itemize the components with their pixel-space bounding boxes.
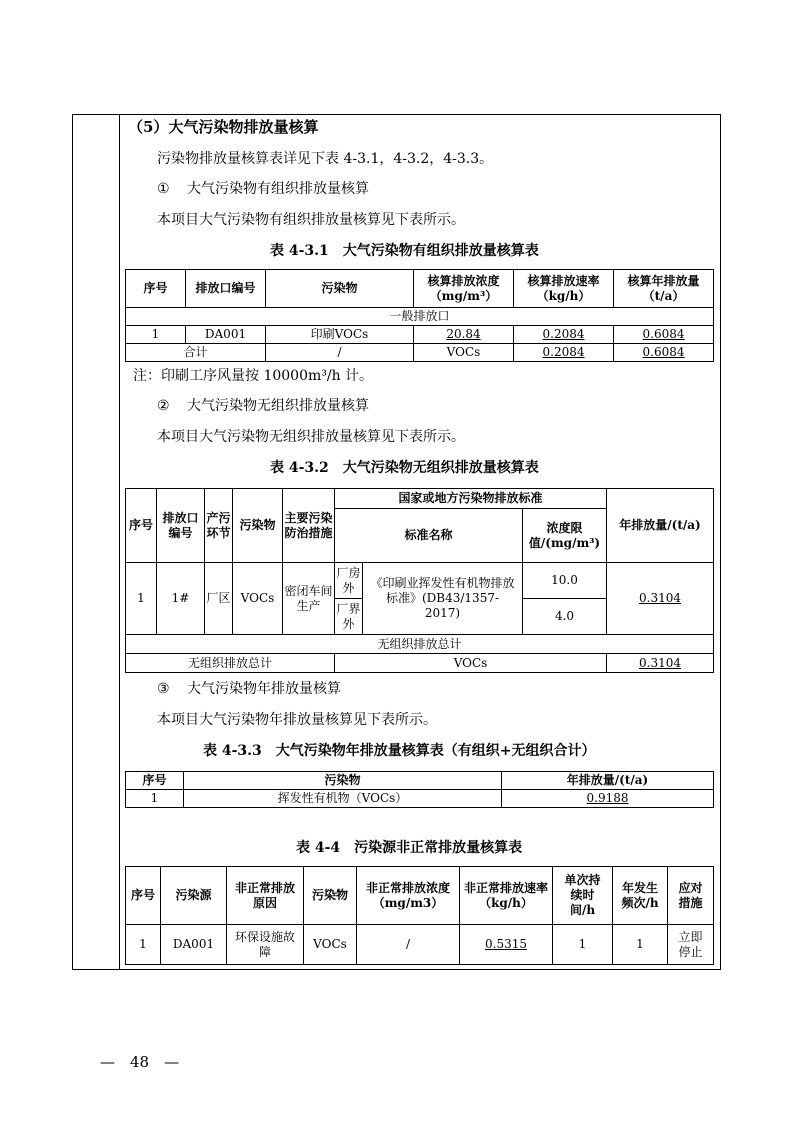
table4-cell-source: DA001 [161,925,227,965]
table1-total-slash: / [266,344,414,362]
table2-cell-seq: 1 [126,563,157,635]
table2-cell-location-1: 厂房外 [335,563,363,599]
table2-cell-stage: 厂区 [205,563,233,635]
table2-header-stage: 产污环节 [205,489,233,563]
table2-total-annual: 0.3104 [607,654,714,673]
table2-header-annual: 年排放量/(t/a) [607,489,714,563]
table4-header-rate: 非正常排放速率（kg/h） [460,867,553,925]
table4-header-duration: 单次持续时间/h [553,867,613,925]
subsection-1-text: 本项目大气污染物有组织排放量核算见下表所示。 [157,212,465,228]
subsection-1-number: ① [157,181,170,197]
table2-total-row [126,654,714,673]
table4-header-measures: 应对措施 [668,867,714,925]
table2-header-standard-name: 标准名称 [335,509,523,563]
table1-cell-pollutant: 印刷VOCs [266,326,414,344]
table2-header-pollutant: 污染物 [233,489,283,563]
section-heading: （5）大气污染物排放量核算 [128,118,319,136]
table2-total-pollutant: VOCs [335,654,607,673]
table4-cell-pollutant: VOCs [304,925,357,965]
table1-note: 注：印刷工序风量按 10000m³/h 计。 [133,368,374,384]
table4-header-concentration: 非正常排放浓度（mg/m3） [357,867,460,925]
table4 [125,866,714,965]
table2 [125,488,714,673]
table1-header-outlet: 排放口编号 [186,270,266,308]
table1-total-label: 合计 [126,344,266,362]
table4-header-source: 污染源 [161,867,227,925]
table3-header-pollutant: 污染物 [184,772,502,790]
subsection-2-number: ② [157,398,170,414]
table4-cell-seq: 1 [126,925,161,965]
page-number: — 48 — [100,1053,180,1071]
table4-header-seq: 序号 [126,867,161,925]
table2-cell-limit-1: 10.0 [523,563,607,599]
table1-header-rate: 核算排放速率 （kg/h） [514,270,614,308]
table2-cell-limit-2: 4.0 [523,599,607,635]
table2-header-outlet: 排放口编号 [157,489,205,563]
table1-header-seq: 序号 [126,270,186,308]
table4-cell-frequency: 1 [613,925,668,965]
table2-summary-label: 无组织排放总计 [126,635,714,654]
table4-cell-measures: 立即停止 [668,925,714,965]
subsection-3-title: 大气污染物年排放量核算 [187,681,341,697]
subsection-3-text: 本项目大气污染物年排放量核算见下表所示。 [157,712,437,728]
table4-header-frequency: 年发生频次/h [613,867,668,925]
subsection-2-title: 大气污染物无组织排放量核算 [187,398,369,414]
table3-header-seq: 序号 [126,772,184,790]
table1-cell-seq: 1 [126,326,186,344]
table-row [126,326,714,344]
table2-cell-measure: 密闭车间生产 [283,563,335,635]
table4-header-reason: 非正常排放原因 [227,867,304,925]
subsection-3-number: ③ [157,681,170,697]
table3-cell-seq: 1 [126,790,184,808]
table2-header-standard-group: 国家或地方污染物排放标准 [335,489,607,509]
table2-cell-pollutant: VOCs [233,563,283,635]
table1-group-label: 一般排放口 [126,308,714,326]
table3 [125,771,714,808]
table3-cell-pollutant: 挥发性有机物（VOCs） [184,790,502,808]
table3-caption: 表 4-3.3 大气污染物年排放量核算表（有组织+无组织合计） [203,743,596,759]
subsection-2-text: 本项目大气污染物无组织排放量核算见下表所示。 [157,429,465,445]
table1 [125,269,714,362]
table4-header-pollutant: 污染物 [304,867,357,925]
table2-cell-location-2: 厂界外 [335,599,363,635]
table4-cell-duration: 1 [553,925,613,965]
intro-paragraph: 污染物排放量核算表详见下表 4-3.1，4-3.2，4-3.3。 [157,151,494,167]
table1-cell-concentration: 20.84 [414,326,514,344]
table1-caption: 表 4-3.1 大气污染物有组织排放量核算表 [270,243,539,259]
table1-total-annual: 0.6084 [614,344,714,362]
table3-header-annual: 年排放量/(t/a) [502,772,714,790]
table1-total-row [126,344,714,362]
table-row [126,563,714,599]
table4-cell-concentration: / [357,925,460,965]
table1-header-pollutant: 污染物 [266,270,414,308]
table1-cell-outlet: DA001 [186,326,266,344]
table4-cell-rate: 0.5315 [460,925,553,965]
table-row [126,925,714,965]
table2-cell-outlet: 1# [157,563,205,635]
subsection-1-title: 大气污染物有组织排放量核算 [187,181,369,197]
table2-header-seq: 序号 [126,489,157,563]
frame-left-column-line [119,115,120,969]
table-row [126,790,714,808]
table1-header-concentration: 核算排放浓度 （mg/m³） [414,270,514,308]
table1-header-annual: 核算年排放量 （t/a） [614,270,714,308]
table2-header-limit: 浓度限值/(mg/m³) [523,509,607,563]
table1-total-rate: 0.2084 [514,344,614,362]
table2-total-label: 无组织排放总计 [126,654,335,673]
table1-cell-rate: 0.2084 [514,326,614,344]
table2-header-measure: 主要污染防治措施 [283,489,335,563]
table2-caption: 表 4-3.2 大气污染物无组织排放量核算表 [270,460,539,476]
table3-cell-annual: 0.9188 [502,790,714,808]
table2-cell-annual: 0.3104 [607,563,714,635]
table4-cell-reason: 环保设施故障 [227,925,304,965]
table2-cell-standard: 《印刷业挥发性有机物排放标准》(DB43/1357-2017) [363,563,523,635]
table4-caption: 表 4-4 污染源非正常排放量核算表 [296,840,523,856]
table1-total-pollutant: VOCs [414,344,514,362]
table1-cell-annual: 0.6084 [614,326,714,344]
